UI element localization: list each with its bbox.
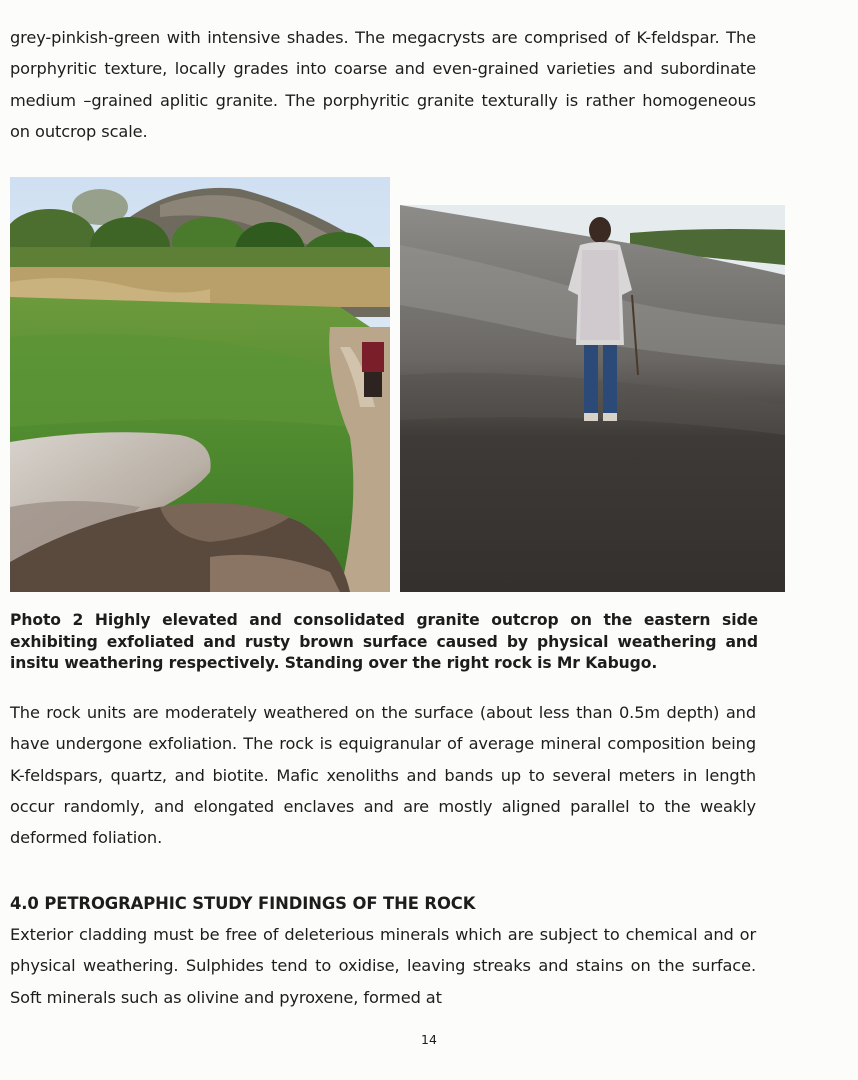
page-number: 14 — [421, 1032, 437, 1047]
section-heading: 4.0 PETROGRAPHIC STUDY FINDINGS OF THE ROCK — [10, 894, 476, 913]
photo-granite-outcrop-left — [10, 177, 390, 592]
body-paragraph-2: The rock units are moderately weathered on the surface (about less than 0.5m depth) and have undergone exfoliation. The rock is equigranular of average mineral composition being K-feldspars, quartz, and biotite. Mafic xenoliths and bands up to several meters in length occur randomly, and elongated enclaves and are mostly aligned parallel to the weakly deformed foliation. — [10, 703, 756, 848]
man-on-outcrop-image — [400, 205, 785, 592]
photo-granite-outcrop-right — [400, 205, 785, 592]
person-head — [589, 217, 611, 243]
body-paragraph-1: grey-pinkish-green with intensive shades. The megacrysts are comprised of K-feldspar. The porphyritic texture, locally grades into coarse and even-grained varieties and subordinate medium –grained aplitic granite. The porphyritic granite texturally is rather homogeneous on outcrop scale. — [10, 28, 756, 141]
photo-caption: Photo 2 Highly elevated and consolidated granite outcrop on the eastern side exhibiting exfoliated and rusty brown surface caused by physical weathering and insitu weathering respectively. Standing over the right rock is Mr Kabugo. — [10, 611, 758, 672]
body-paragraph-3: Exterior cladding must be free of deleterious minerals which are subject to chemical and or physical weathering. Sulphides tend to oxidise, leaving streaks and stains on the surface. Soft minerals such as olivine and pyroxene, formed at — [10, 925, 756, 1007]
outcrop-landscape-image — [10, 177, 390, 592]
